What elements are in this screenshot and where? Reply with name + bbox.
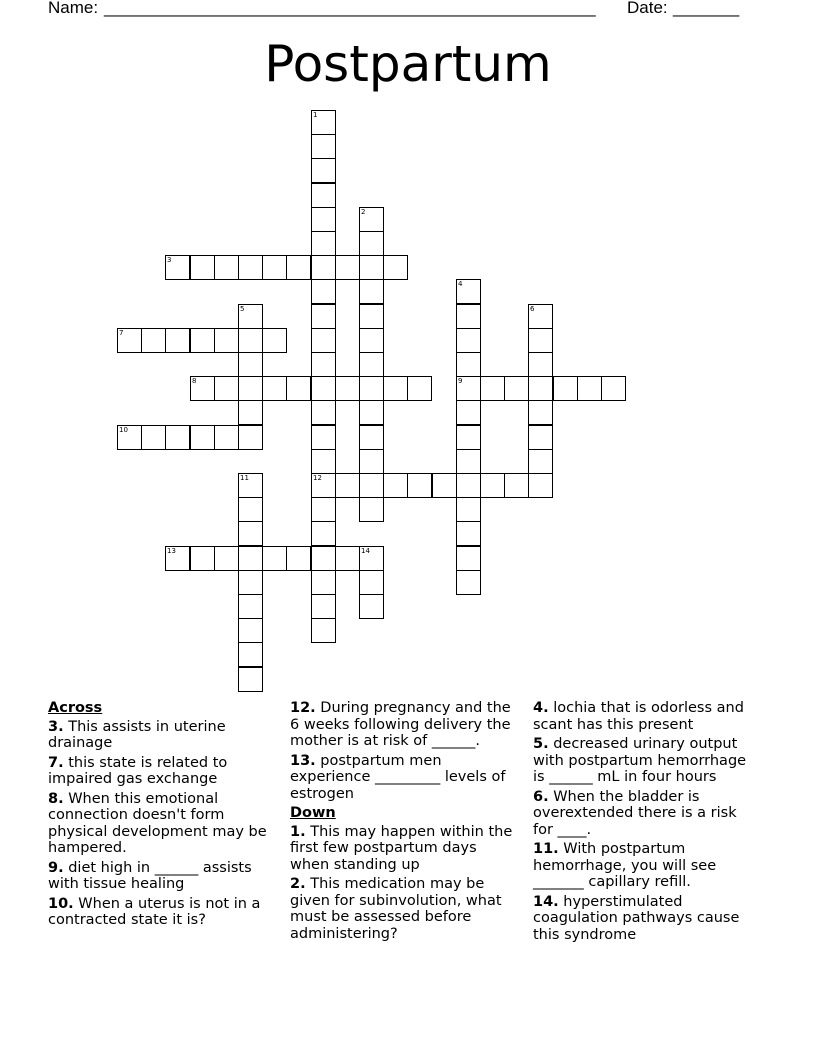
- grid-cell[interactable]: [383, 255, 408, 280]
- clue-number: 3.: [48, 718, 64, 735]
- grid-cell[interactable]: [141, 425, 166, 450]
- grid-cell[interactable]: [528, 449, 553, 474]
- grid-cell[interactable]: [359, 255, 384, 280]
- clue-item: [533, 841, 761, 891]
- grid-cell[interactable]: [238, 255, 263, 280]
- grid-cell[interactable]: [456, 570, 481, 595]
- grid-cell[interactable]: [528, 328, 553, 353]
- grid-cell[interactable]: [238, 618, 263, 643]
- clue-number-label: 14: [361, 547, 370, 555]
- grid-cell[interactable]: [359, 231, 384, 256]
- grid-cell[interactable]: [311, 231, 336, 256]
- grid-cell[interactable]: [238, 667, 263, 692]
- grid-cell[interactable]: [456, 425, 481, 450]
- grid-cell[interactable]: [238, 400, 263, 425]
- clue-number: 9.: [48, 859, 64, 876]
- clue-list-col2a: [290, 700, 518, 802]
- clue-number-label: 1: [313, 111, 318, 119]
- grid-cell[interactable]: [504, 376, 529, 401]
- grid-cell[interactable]: [311, 449, 336, 474]
- clue-number: 7.: [48, 754, 64, 771]
- grid-cell[interactable]: [359, 352, 384, 377]
- clue-number-label: 7: [119, 329, 124, 337]
- grid-cell[interactable]: [311, 570, 336, 595]
- grid-cell[interactable]: [553, 376, 578, 401]
- clue-number-label: 6: [530, 305, 535, 313]
- clue-item: [290, 700, 518, 750]
- grid-cell[interactable]: [311, 425, 336, 450]
- grid-cell[interactable]: [335, 546, 360, 571]
- grid-cell[interactable]: [359, 328, 384, 353]
- grid-cell[interactable]: [528, 352, 553, 377]
- clues-column-3: [533, 700, 761, 946]
- grid-cell[interactable]: [407, 473, 432, 498]
- grid-cell[interactable]: [238, 594, 263, 619]
- clue-item: [533, 789, 761, 839]
- grid-cell[interactable]: [190, 425, 215, 450]
- grid-cell[interactable]: [238, 546, 263, 571]
- grid-cell[interactable]: [238, 376, 263, 401]
- grid-cell[interactable]: [480, 473, 505, 498]
- grid-cell[interactable]: [286, 255, 311, 280]
- grid-cell[interactable]: [214, 425, 239, 450]
- grid-cell[interactable]: [238, 425, 263, 450]
- grid-cell[interactable]: [238, 473, 263, 498]
- clue-text: With postpartum hemorrhage, you will see _______ capillary refill.: [533, 841, 717, 890]
- name-line[interactable]: ____________________________________________________: [104, 0, 596, 17]
- grid-cell[interactable]: [456, 497, 481, 522]
- date-label: Date:: [627, 0, 668, 17]
- clue-text: This medication may be given for subinvolution, what must be assessed before administering?: [290, 876, 502, 942]
- grid-cell[interactable]: [311, 594, 336, 619]
- clue-number: 1.: [290, 823, 306, 840]
- grid-cell[interactable]: [286, 546, 311, 571]
- grid-cell[interactable]: [311, 255, 336, 280]
- grid-cell[interactable]: [262, 328, 287, 353]
- grid-cell[interactable]: [456, 328, 481, 353]
- grid-cell[interactable]: [456, 279, 481, 304]
- grid-cell[interactable]: [359, 400, 384, 425]
- grid-cell[interactable]: [311, 546, 336, 571]
- grid-cell[interactable]: [238, 352, 263, 377]
- grid-cell[interactable]: [238, 642, 263, 667]
- grid-cell[interactable]: [359, 376, 384, 401]
- clue-text: When this emotional connection doesn't form physical development may be hampered.: [48, 790, 267, 856]
- grid-cell[interactable]: [238, 328, 263, 353]
- grid-cell[interactable]: [359, 497, 384, 522]
- clue-item: [290, 824, 518, 874]
- clue-number: 8.: [48, 790, 64, 807]
- clue-number: 11.: [533, 841, 559, 857]
- grid-cell[interactable]: [190, 255, 215, 280]
- clue-list-col1: [48, 719, 276, 929]
- grid-cell[interactable]: [383, 473, 408, 498]
- grid-cell[interactable]: [165, 546, 190, 571]
- clue-item: [533, 894, 761, 944]
- grid-cell[interactable]: [262, 546, 287, 571]
- grid-cell[interactable]: [311, 400, 336, 425]
- grid-cell[interactable]: [117, 328, 142, 353]
- grid-cell[interactable]: [238, 521, 263, 546]
- grid-cell[interactable]: [311, 618, 336, 643]
- grid-cell[interactable]: [311, 328, 336, 353]
- clues-column-2: [290, 700, 518, 945]
- clue-number-label: 10: [119, 426, 128, 434]
- clue-number: 12.: [290, 700, 316, 716]
- clue-text: decreased urinary output with postpartum hemorrhage is ______ mL in four hours: [533, 736, 747, 785]
- grid-cell[interactable]: [238, 304, 263, 329]
- grid-cell[interactable]: [528, 425, 553, 450]
- grid-cell[interactable]: [311, 376, 336, 401]
- grid-cell[interactable]: [601, 376, 626, 401]
- clue-item: [290, 753, 518, 803]
- grid-cell[interactable]: [117, 425, 142, 450]
- grid-cell[interactable]: [528, 473, 553, 498]
- clue-number-label: 8: [192, 377, 197, 385]
- grid-cell[interactable]: [335, 473, 360, 498]
- grid-cell[interactable]: [504, 473, 529, 498]
- grid-cell[interactable]: [190, 328, 215, 353]
- grid-cell[interactable]: [383, 376, 408, 401]
- grid-cell[interactable]: [262, 376, 287, 401]
- clue-text: diet high in ______ assists with tissue healing: [48, 859, 252, 892]
- grid-cell[interactable]: [359, 546, 384, 571]
- clue-number-label: 9: [458, 377, 463, 385]
- grid-cell[interactable]: [262, 255, 287, 280]
- clue-number-label: 4: [458, 280, 463, 288]
- grid-cell[interactable]: [456, 521, 481, 546]
- grid-cell[interactable]: [456, 352, 481, 377]
- clue-text: this state is related to impaired gas exchange: [48, 754, 228, 787]
- grid-cell[interactable]: [359, 425, 384, 450]
- grid-cell[interactable]: [432, 473, 457, 498]
- clue-item: [48, 719, 276, 752]
- clue-number: 14.: [533, 893, 559, 910]
- grid-cell[interactable]: [311, 134, 336, 159]
- clue-text: During pregnancy and the 6 weeks following delivery the mother is at risk of ______.: [290, 700, 511, 749]
- grid-cell[interactable]: [214, 255, 239, 280]
- clue-number: 2.: [290, 876, 306, 892]
- grid-cell[interactable]: [311, 521, 336, 546]
- clue-item: [48, 791, 276, 857]
- clues-column-1: [48, 700, 276, 932]
- grid-cell[interactable]: [456, 400, 481, 425]
- across-heading: Across: [48, 700, 103, 716]
- grid-cell[interactable]: [456, 376, 481, 401]
- down-heading: Down: [290, 805, 336, 821]
- grid-cell[interactable]: [311, 473, 336, 498]
- grid-cell[interactable]: [165, 255, 190, 280]
- clue-list-col2b: [290, 824, 518, 943]
- clue-text: hyperstimulated coagulation pathways cause this syndrome: [533, 893, 740, 943]
- grid-cell[interactable]: [359, 279, 384, 304]
- grid-cell[interactable]: [359, 207, 384, 232]
- clue-text: This may happen within the first few postpartum days when standing up: [290, 823, 513, 873]
- grid-cell[interactable]: [165, 425, 190, 450]
- grid-cell[interactable]: [456, 546, 481, 571]
- grid-cell[interactable]: [311, 279, 336, 304]
- date-line[interactable]: _______: [673, 0, 740, 17]
- clue-item: [48, 896, 276, 929]
- clue-number: 6.: [533, 788, 549, 805]
- grid-cell[interactable]: [165, 328, 190, 353]
- grid-cell[interactable]: [238, 570, 263, 595]
- grid-cell[interactable]: [456, 304, 481, 329]
- grid-cell[interactable]: [311, 207, 336, 232]
- clue-text: When the bladder is overextended there is a risk for ____.: [533, 788, 737, 838]
- grid-cell[interactable]: [528, 304, 553, 329]
- grid-cell[interactable]: [480, 376, 505, 401]
- grid-cell[interactable]: [141, 328, 166, 353]
- grid-cell[interactable]: [214, 376, 239, 401]
- grid-cell[interactable]: [359, 449, 384, 474]
- grid-cell[interactable]: [456, 449, 481, 474]
- clue-number: 4.: [533, 700, 549, 716]
- clue-text: lochia that is odorless and scant has this present: [533, 700, 744, 733]
- clue-number-label: 12: [313, 474, 322, 482]
- clue-item: [290, 876, 518, 942]
- grid-cell[interactable]: [311, 352, 336, 377]
- clue-text: When a uterus is not in a contracted state it is?: [48, 895, 261, 928]
- grid-cell[interactable]: [311, 497, 336, 522]
- grid-cell[interactable]: [335, 376, 360, 401]
- clue-number: 13.: [290, 752, 316, 769]
- name-label: Name:: [48, 0, 99, 17]
- grid-cell[interactable]: [214, 546, 239, 571]
- clue-item: [533, 700, 761, 733]
- grid-cell[interactable]: [407, 376, 432, 401]
- clue-number-label: 3: [167, 256, 172, 264]
- grid-cell[interactable]: [214, 328, 239, 353]
- clue-text: This assists in uterine drainage: [48, 718, 226, 751]
- clue-number-label: 2: [361, 208, 366, 216]
- grid-cell[interactable]: [359, 473, 384, 498]
- clue-item: [533, 736, 761, 786]
- grid-cell[interactable]: [311, 158, 336, 183]
- clue-text: postpartum men experience _________ levels of estrogen: [290, 752, 506, 802]
- grid-cell[interactable]: [528, 400, 553, 425]
- grid-cell[interactable]: [190, 546, 215, 571]
- clue-number-label: 11: [240, 474, 249, 482]
- clue-number-label: 13: [167, 547, 176, 555]
- grid-cell[interactable]: [335, 255, 360, 280]
- clue-number-label: 5: [240, 305, 245, 313]
- grid-cell[interactable]: [311, 183, 336, 208]
- clue-list-col3: [533, 700, 761, 943]
- clue-number: 5.: [533, 736, 549, 752]
- clue-item: [48, 755, 276, 788]
- grid-cell[interactable]: [238, 497, 263, 522]
- grid-cell[interactable]: [286, 376, 311, 401]
- grid-cell[interactable]: [456, 473, 481, 498]
- grid-cell[interactable]: [311, 110, 336, 135]
- grid-cell[interactable]: [577, 376, 602, 401]
- grid-cell[interactable]: [359, 570, 384, 595]
- grid-cell[interactable]: [359, 304, 384, 329]
- grid-cell[interactable]: [528, 376, 553, 401]
- clue-item: [48, 860, 276, 893]
- page-title: Postpartum: [264, 35, 552, 93]
- clue-number: 10.: [48, 895, 74, 912]
- grid-cell[interactable]: [311, 304, 336, 329]
- grid-cell[interactable]: [359, 594, 384, 619]
- grid-cell[interactable]: [190, 376, 215, 401]
